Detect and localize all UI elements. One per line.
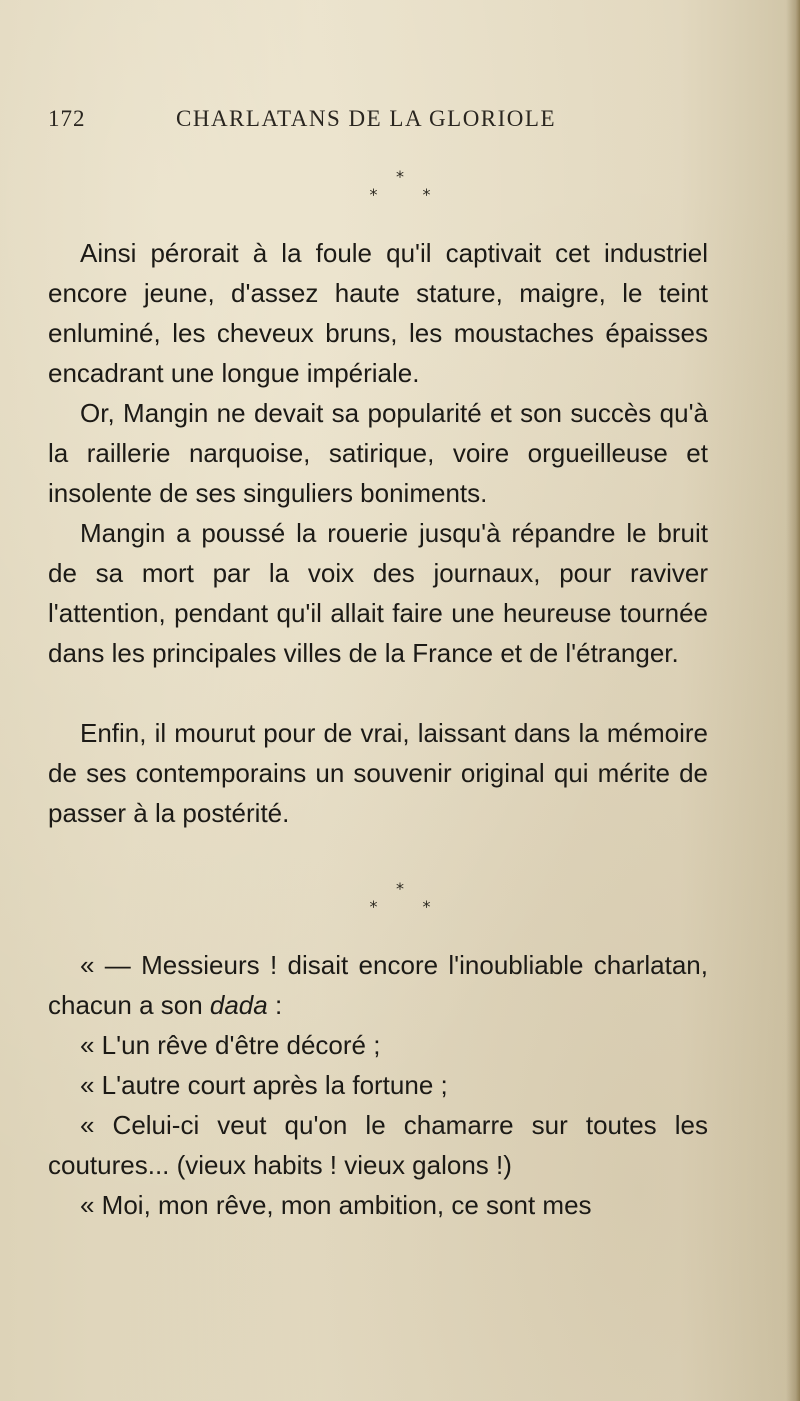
speech-intro-text: « — Messieurs ! disait encore l'inoubliable charlatan, chacun a son xyxy=(48,950,708,1020)
page-header xyxy=(48,106,708,140)
asterism-bottom-stars: * * xyxy=(369,185,451,204)
asterism-top-star: * xyxy=(396,167,404,186)
paragraph-rouerie: Mangin a poussé la rouerie jusqu'à répandre le bruit de sa mort par la voix des journaux, pour raviver l'attention, pendant qu'il allait faire une heureuse tournée dans les principales villes de la France et de l'étranger. xyxy=(48,518,708,668)
section-separator-asterism xyxy=(0,168,800,204)
page-number: 172 xyxy=(48,106,86,131)
asterism-top-star: * xyxy=(396,879,404,898)
running-title: CHARLATANS DE LA GLORIOLE xyxy=(176,106,557,131)
paragraph-speech-line: « Celui-ci veut qu'on le chamarre sur toutes les coutures... (vieux habits ! vieux galons !) xyxy=(48,1110,708,1180)
paragraph-speech-line: « Moi, mon rêve, mon ambition, ce sont mes xyxy=(80,1190,592,1220)
paragraph-speech-intro xyxy=(48,945,708,1025)
speech-intro-colon: : xyxy=(267,990,283,1020)
paragraph-speech-line: « L'un rêve d'être décoré ; xyxy=(80,1030,381,1060)
paragraph-description: Ainsi pérorait à la foule qu'il captivait cet industriel encore jeune, d'assez haute stature, maigre, le teint enluminé, les cheveux bruns, les moustaches épaisses encadrant une longue impériale. xyxy=(48,238,708,388)
page-edge-shadow xyxy=(786,0,800,1401)
section-separator-asterism xyxy=(0,880,800,916)
paragraph-death: Enfin, il mourut pour de vrai, laissant dans la mémoire de ses contemporains un souvenir original qui mérite de passer à la postérité. xyxy=(48,718,708,828)
speech-intro-italic: dada xyxy=(209,990,268,1020)
paragraph-speech-line: « L'autre court après la fortune ; xyxy=(80,1070,448,1100)
paragraph-popularity: Or, Mangin ne devait sa popularité et son succès qu'à la raillerie narquoise, satirique, voire orgueilleuse et insolente de ses singuliers boniments. xyxy=(48,398,708,508)
asterism-bottom-stars: * * xyxy=(369,897,451,916)
